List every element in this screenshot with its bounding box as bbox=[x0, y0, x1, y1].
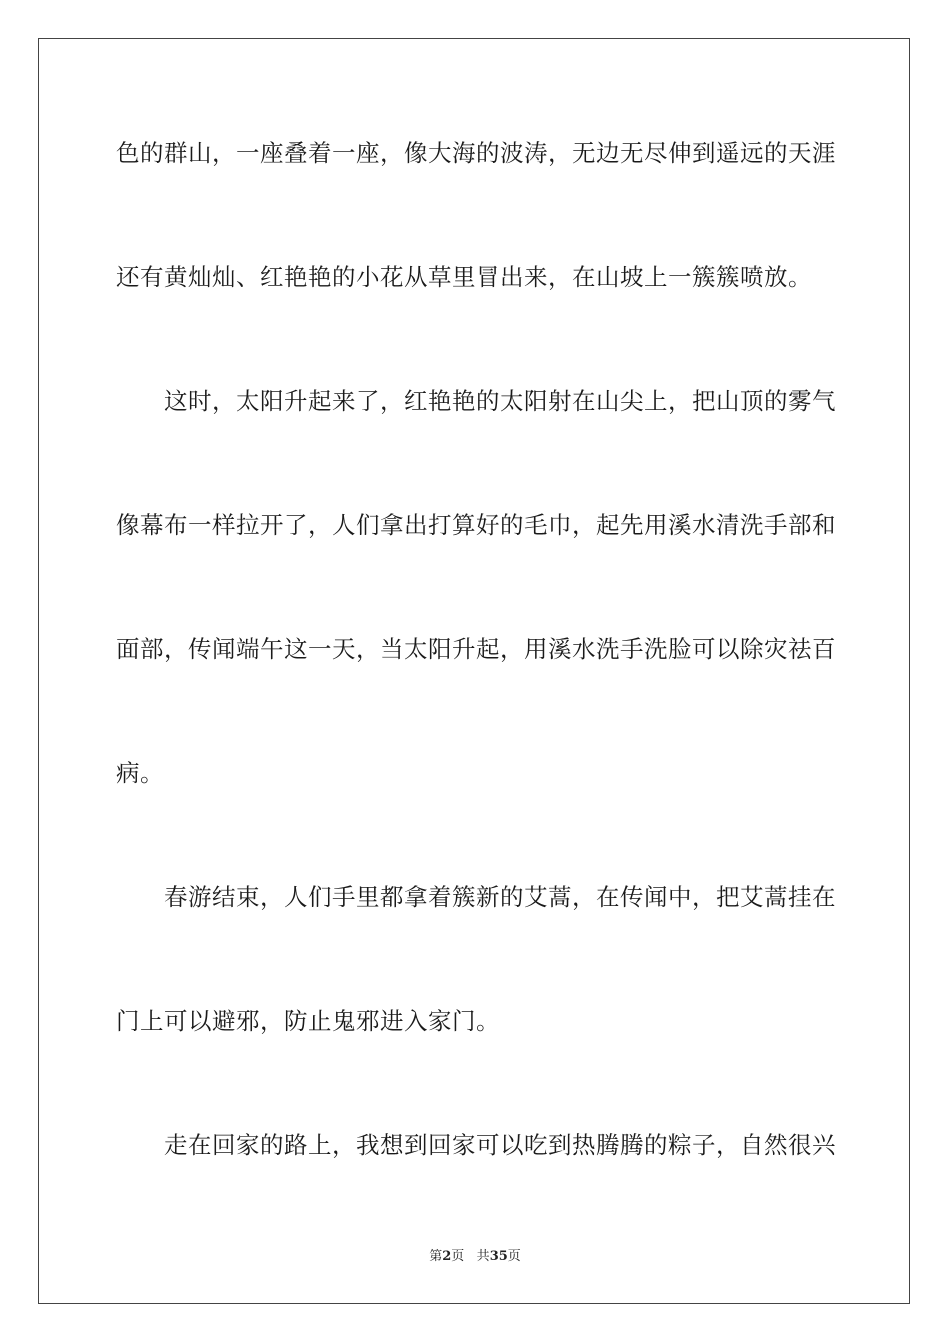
footer-page-suffix: 页 bbox=[451, 1249, 465, 1264]
text-line-9: 走在回家的路上，我想到回家可以吃到热腾腾的粽子，自然很兴 bbox=[164, 1131, 836, 1159]
text-line-3: 这时，太阳升起来了，红艳艳的太阳射在山尖上，把山顶的雾气 bbox=[164, 387, 836, 415]
text-line-7: 春游结束，人们手里都拿着簇新的艾蒿，在传闻中，把艾蒿挂在 bbox=[164, 883, 836, 911]
total-pages-number: 35 bbox=[489, 1249, 508, 1264]
text-line-2: 还有黄灿灿、红艳艳的小花从草里冒出来，在山坡上一簇簇喷放。 bbox=[116, 263, 812, 291]
text-line-6: 病。 bbox=[116, 759, 164, 787]
page-border bbox=[38, 38, 910, 1304]
text-line-5: 面部，传闻端午这一天，当太阳升起，用溪水洗手洗脸可以除灾祛百 bbox=[116, 635, 836, 663]
text-line-8: 门上可以避邪，防止鬼邪进入家门。 bbox=[116, 1007, 500, 1035]
current-page-number: 2 bbox=[442, 1249, 452, 1264]
text-line-4: 像幕布一样拉开了，人们拿出打算好的毛巾，起先用溪水清洗手部和 bbox=[116, 511, 836, 539]
footer-total-suffix: 页 bbox=[507, 1249, 521, 1264]
footer-total-prefix: 共 bbox=[476, 1249, 490, 1264]
text-line-1: 色的群山，一座叠着一座，像大海的波涛，无边无尽伸到遥远的天涯 bbox=[116, 139, 836, 167]
footer-prefix: 第 bbox=[429, 1249, 443, 1264]
page-footer bbox=[0, 1248, 950, 1266]
